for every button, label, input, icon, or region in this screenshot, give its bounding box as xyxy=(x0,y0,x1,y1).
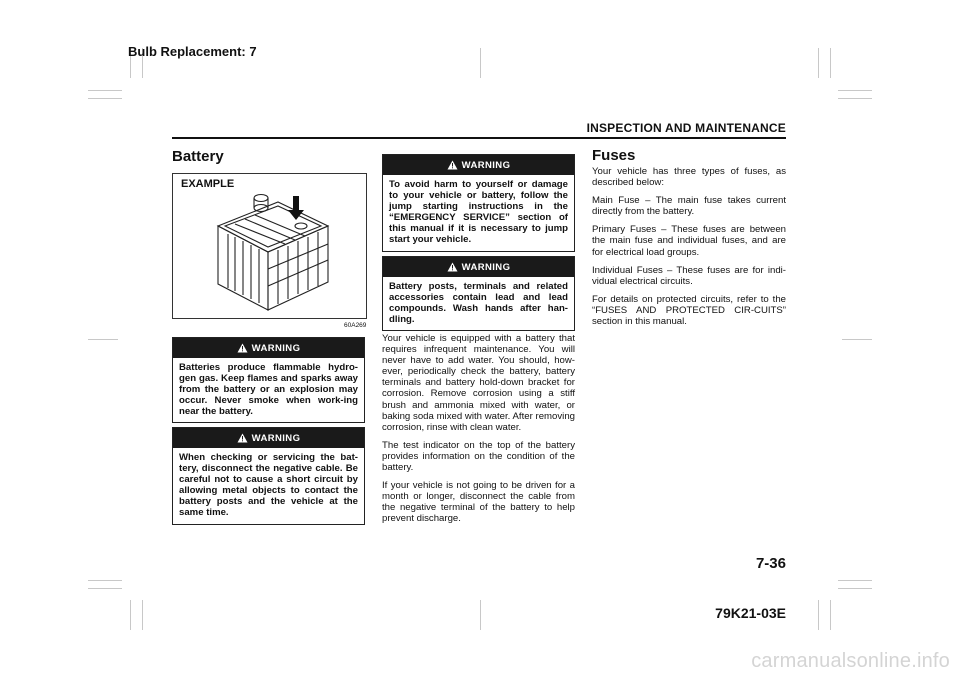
crop-mark xyxy=(818,600,819,630)
crop-mark xyxy=(830,48,831,78)
warning-box xyxy=(172,337,365,423)
warning-triangle-icon xyxy=(237,433,248,443)
crop-mark xyxy=(88,580,122,581)
crop-mark xyxy=(142,600,143,630)
paragraph: The test indicator on the top of the battery provides information on the condition of the battery. xyxy=(382,439,575,474)
paragraph: Your vehicle is equipped with a battery that requires infrequent maintenance. You will never have to add water. You should, how-ever, periodically check the battery, battery terminals and battery hold-down bracket for corrosion. Remove corrosion using a stiff brush and ammonia mixed with water, or baking soda mixed with water. After removing corrosion, rinse with clean water. xyxy=(382,333,575,433)
warning-text: Batteries produce flammable hydro-gen gas. Keep flames and sparks away from the battery or an explosion may occur. Never smoke when work-ing near the battery. xyxy=(179,362,358,418)
crop-mark xyxy=(88,339,118,340)
crop-mark xyxy=(480,48,481,78)
paragraph: Your vehicle has three types of fuses, as described below: xyxy=(592,166,786,189)
warning-text: When checking or servicing the bat-tery, disconnect the negative cable. Be careful not to cause a short circuit by allowing metal objects to contact the battery posts and the vehicle at the same time. xyxy=(179,452,358,519)
header-rule xyxy=(172,137,786,139)
page-number: 7-36 xyxy=(755,555,786,572)
chapter-title: INSPECTION AND MAINTENANCE xyxy=(586,121,786,135)
fuses-body xyxy=(592,166,786,334)
warning-title: WARNING xyxy=(461,159,511,171)
watermark: carmanualsonline.info xyxy=(751,650,950,672)
warning-text: To avoid harm to yourself or damage to your vehicle or battery, follow the jump starting instructions in the “EMERGENCY SERVICE” section of this manual if it is necessary to jump start your vehicle. xyxy=(389,179,568,246)
paragraph: Individual Fuses – These fuses are for indi-vidual electrical circuits. xyxy=(592,264,786,287)
warning-triangle-icon xyxy=(447,160,458,170)
battery-illustration xyxy=(173,174,366,318)
warning-header xyxy=(173,428,364,448)
crop-mark xyxy=(838,580,872,581)
battery-figure xyxy=(172,173,367,319)
crop-mark xyxy=(838,90,872,91)
warning-title: WARNING xyxy=(251,342,301,354)
paragraph: Primary Fuses – These fuses are between the main fuse and individual fuses, and are for electrical load groups. xyxy=(592,224,786,258)
crop-mark xyxy=(130,600,131,630)
warning-header xyxy=(383,155,574,175)
warning-header xyxy=(173,338,364,358)
paragraph: For details on protected circuits, refer to the “FUSES AND PROTECTED CIR-CUITS” section in this manual. xyxy=(592,293,786,328)
crop-mark xyxy=(838,588,872,589)
document-code: 79K21-03E xyxy=(715,605,786,621)
warning-title: WARNING xyxy=(461,261,511,273)
crop-mark xyxy=(88,588,122,589)
warning-box xyxy=(382,154,575,252)
crop-mark xyxy=(830,600,831,630)
figure-code: 60A269 xyxy=(344,322,367,329)
crop-mark xyxy=(838,98,872,99)
crop-mark xyxy=(842,339,872,340)
section-header: Bulb Replacement: 7 xyxy=(128,44,257,59)
paragraph: If your vehicle is not going to be driven for a month or longer, disconnect the cable from the negative terminal of the battery to help prevent discharge. xyxy=(382,480,575,525)
warning-title: WARNING xyxy=(251,432,301,444)
warning-header xyxy=(383,257,574,277)
crop-mark xyxy=(818,48,819,78)
figure-label: EXAMPLE xyxy=(181,178,235,190)
crop-mark xyxy=(88,90,122,91)
battery-heading: Battery xyxy=(172,148,224,165)
fuses-heading: Fuses xyxy=(592,147,636,164)
warning-box xyxy=(382,256,575,331)
crop-mark xyxy=(88,98,122,99)
warning-box xyxy=(172,427,365,525)
warning-triangle-icon xyxy=(237,343,248,353)
paragraph: Main Fuse – The main fuse takes current directly from the battery. xyxy=(592,195,786,218)
warning-text: Battery posts, terminals and related accessories contain lead and lead compounds. Wash hands after han-dling. xyxy=(389,281,568,326)
crop-mark xyxy=(480,600,481,630)
battery-body xyxy=(382,333,575,532)
warning-triangle-icon xyxy=(447,262,458,272)
